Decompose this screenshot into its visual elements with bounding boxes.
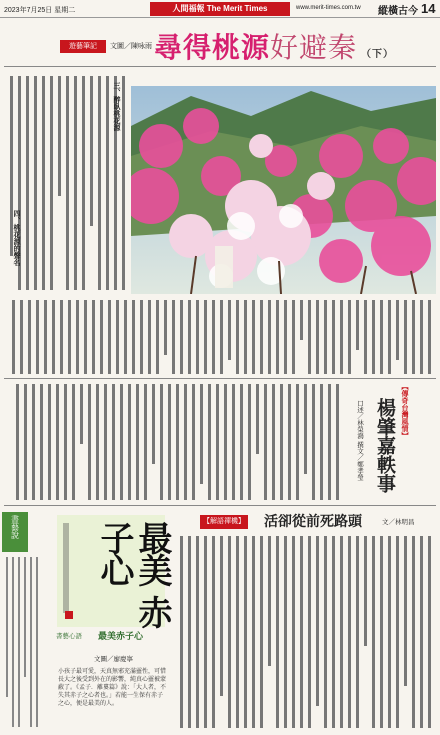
lower-divider — [4, 505, 436, 506]
text-lines — [172, 534, 436, 730]
site-url: www.merit-times.com.tw — [296, 5, 361, 11]
calligraphy-title: 最美赤子心 — [98, 632, 144, 642]
side-column-text — [2, 555, 42, 730]
calligraphy-artwork — [57, 515, 172, 627]
article-tag: 遊藝筆記 — [60, 40, 106, 53]
column2-title: 楊肇嘉軼事 — [374, 398, 396, 493]
article-title — [154, 26, 394, 66]
calligraphy-body: 小孩子最可愛，天真無邪充滿靈性，可惜長大之後受到外在的影響，純真心靈被蒙蔽了。《孟子．離婁篇》說：「大人者，不失其赤子之心者也。」若能一生保有赤子之心，便是最美的人。 — [58, 668, 167, 707]
photo-image — [131, 86, 436, 294]
side-tab-label: 書藝說 — [10, 515, 20, 539]
calligraphy-label: 書藝心語 — [56, 633, 82, 640]
article-byline: 文圖／陳咏雨 — [110, 42, 152, 50]
title-part: （下） — [361, 49, 395, 60]
calligraphy-inscription — [63, 523, 69, 613]
issue-date: 2023年7月25日 星期二 — [4, 7, 76, 14]
side-column-tab — [2, 512, 28, 552]
column3-title: 活卻從前死路頭 — [264, 514, 362, 530]
column2-tag: 【傳奇台灣風情】 — [401, 383, 410, 439]
text-lines — [4, 72, 128, 294]
page-number: 14 — [421, 1, 436, 16]
mid-divider — [4, 378, 436, 379]
title-divider — [4, 66, 436, 67]
calligraphy-characters: 最美 赤子心 — [94, 521, 172, 627]
section-name: 縱橫古今 — [378, 6, 418, 17]
text-lines — [2, 555, 42, 730]
article-text-upper-left — [4, 72, 128, 294]
column3-body — [172, 534, 436, 730]
newspaper-logo: 人間福報 The Merit Times — [150, 2, 290, 16]
column3-tag: 【解語禪機】 — [200, 515, 248, 529]
article-text-middle — [4, 298, 436, 376]
section-heading-3: 三、醉臥桃花源 — [113, 82, 122, 131]
column2-byline: 口述／林榮鴻 撰文／鄭孝瑩 — [356, 400, 364, 481]
text-lines — [4, 382, 344, 502]
peach-blossom-photo — [131, 86, 436, 294]
red-seal-stamp — [65, 611, 73, 619]
column3-byline: 文／林明昌 — [382, 518, 415, 526]
column2-body — [4, 382, 344, 502]
title-light: 好避秦 — [270, 31, 358, 64]
calligraphy-author: 文圖／廖慶寧 — [94, 655, 133, 663]
section-heading-4: 四、桃花源的聲名 — [13, 210, 22, 266]
title-main: 尋得桃源 — [154, 31, 271, 64]
text-lines — [4, 298, 436, 376]
page-header — [0, 0, 440, 18]
